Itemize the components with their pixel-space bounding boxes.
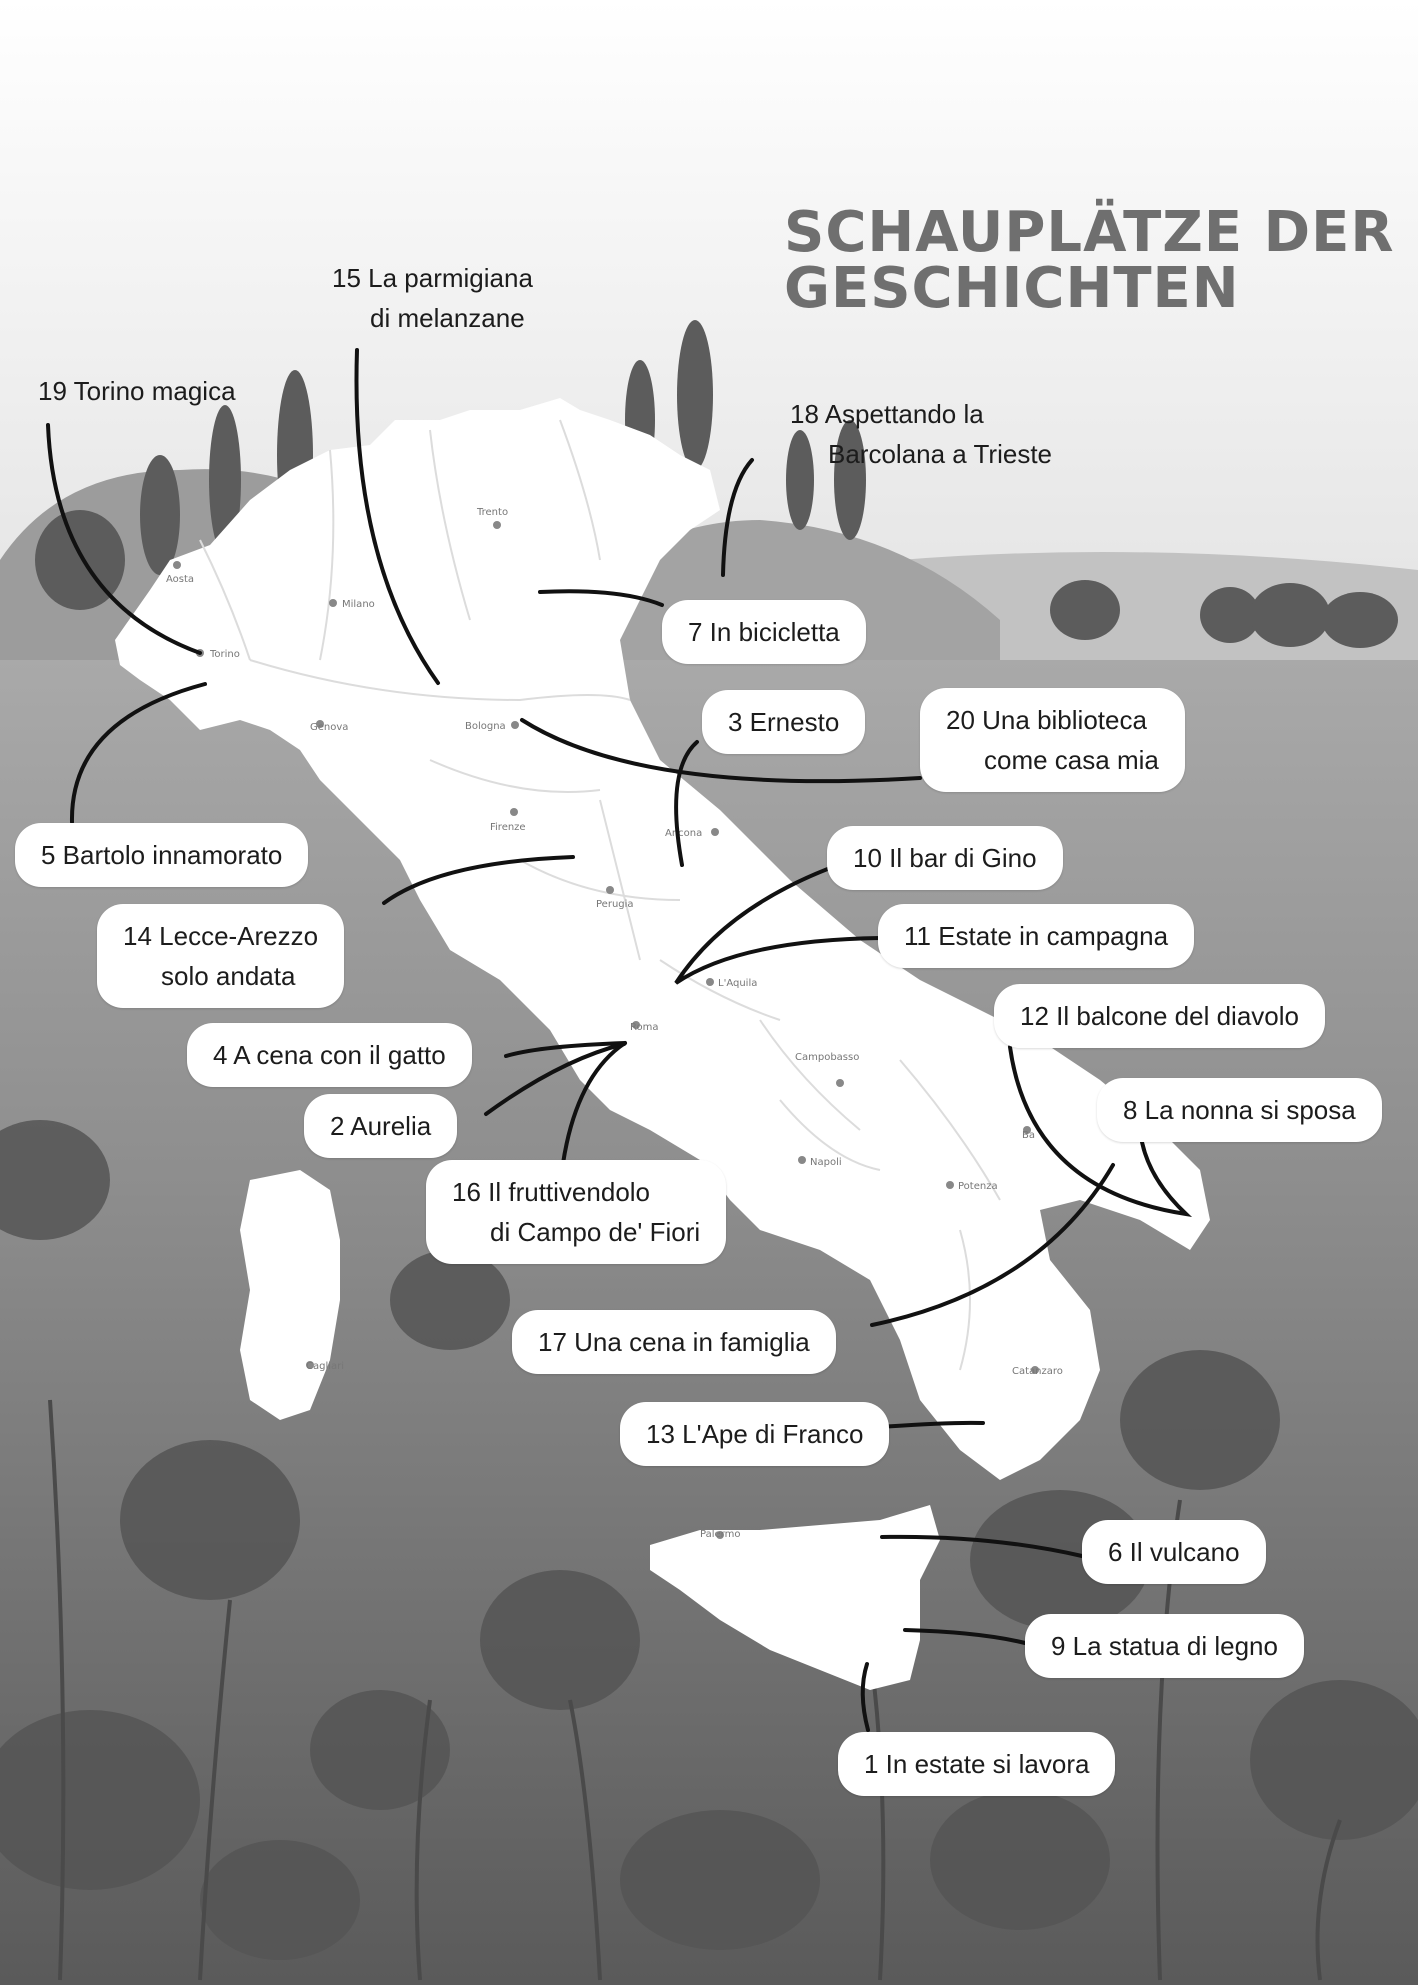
story-label-15-line2: di melanzane	[370, 303, 525, 333]
story-label-13-line1: 13 L'Ape di Franco	[646, 1419, 864, 1449]
story-label-10-line1: 10 Il bar di Gino	[853, 843, 1037, 873]
story-label-5-line1: 5 Bartolo innamorato	[41, 840, 283, 870]
city-aosta: Aosta	[166, 574, 195, 585]
story-label-15	[332, 258, 533, 338]
story-label-9-line1: 9 La statua di legno	[1051, 1631, 1278, 1661]
story-label-6	[1082, 1520, 1266, 1584]
city-bologna: Bologna	[465, 721, 506, 732]
story-label-14	[97, 904, 344, 1008]
story-label-18	[790, 394, 1052, 474]
story-label-5	[15, 823, 308, 887]
story-label-14-line1: 14 Lecce-Arezzo	[123, 921, 319, 951]
city-napoli: Napoli	[810, 1157, 842, 1168]
city-perugia: Perugia	[596, 899, 634, 910]
city-trento: Trento	[477, 507, 509, 518]
story-label-16	[426, 1160, 726, 1264]
city-palermo: Palermo	[700, 1529, 741, 1540]
story-label-18-line1: 18 Aspettando la	[790, 399, 984, 429]
city-genova: Genova	[310, 722, 349, 733]
story-label-6-line1: 6 Il vulcano	[1108, 1537, 1240, 1567]
story-label-4	[187, 1023, 472, 1087]
city-ancona: Ancona	[665, 828, 703, 839]
city-bari: Ba	[1022, 1130, 1035, 1141]
story-label-11	[878, 904, 1194, 968]
story-label-10	[827, 826, 1063, 890]
city-campobasso: Campobasso	[795, 1052, 860, 1063]
story-label-20-line2: come casa mia	[984, 745, 1159, 775]
story-label-16-line2: di Campo de' Fiori	[490, 1217, 701, 1247]
story-label-3-line1: 3 Ernesto	[728, 707, 840, 737]
story-label-17-line1: 17 Una cena in famiglia	[538, 1327, 810, 1357]
city-firenze: Firenze	[490, 822, 526, 833]
story-label-2-line1: 2 Aurelia	[330, 1111, 432, 1141]
city-potenza: Potenza	[958, 1181, 998, 1192]
story-label-16-line1: 16 Il fruttivendolo	[452, 1177, 651, 1207]
page-title	[784, 200, 1395, 321]
page-title-line2: GESCHICHTEN	[784, 256, 1240, 321]
story-label-20-line1: 20 Una biblioteca	[946, 705, 1147, 735]
story-label-12-line1: 12 Il balcone del diavolo	[1020, 1001, 1299, 1031]
story-label-8	[1097, 1078, 1382, 1142]
story-label-15-line1: 15 La parmigiana	[332, 263, 533, 293]
story-label-1	[838, 1732, 1115, 1796]
story-label-7	[662, 600, 866, 664]
story-label-12	[994, 984, 1325, 1048]
story-label-20	[920, 688, 1185, 792]
story-label-13	[620, 1402, 889, 1466]
story-label-11-line1: 11 Estate in campagna	[904, 921, 1169, 951]
city-milano: Milano	[342, 599, 375, 610]
story-label-7-line1: 7 In bicicletta	[688, 617, 840, 647]
city-cagliari: Cagliari	[306, 1361, 345, 1372]
city-laquila: L'Aquila	[718, 978, 758, 989]
city-roma: Roma	[630, 1022, 659, 1033]
story-label-17	[512, 1310, 836, 1374]
story-label-18-line2: Barcolana a Trieste	[828, 439, 1053, 469]
story-label-14-line2: solo andata	[161, 961, 296, 991]
page-title-line1: SCHAUPLÄTZE DER	[784, 200, 1395, 265]
story-label-19	[38, 371, 236, 411]
story-label-4-line1: 4 A cena con il gatto	[213, 1040, 446, 1070]
story-label-2	[304, 1094, 457, 1158]
story-label-1-line1: 1 In estate si lavora	[864, 1749, 1090, 1779]
story-label-8-line1: 8 La nonna si sposa	[1123, 1095, 1356, 1125]
story-label-19-line1: 19 Torino magica	[38, 376, 236, 406]
story-label-9	[1025, 1614, 1304, 1678]
city-torino: Torino	[210, 649, 240, 660]
city-catanzaro: Catanzaro	[1012, 1366, 1063, 1377]
story-label-3	[702, 690, 865, 754]
